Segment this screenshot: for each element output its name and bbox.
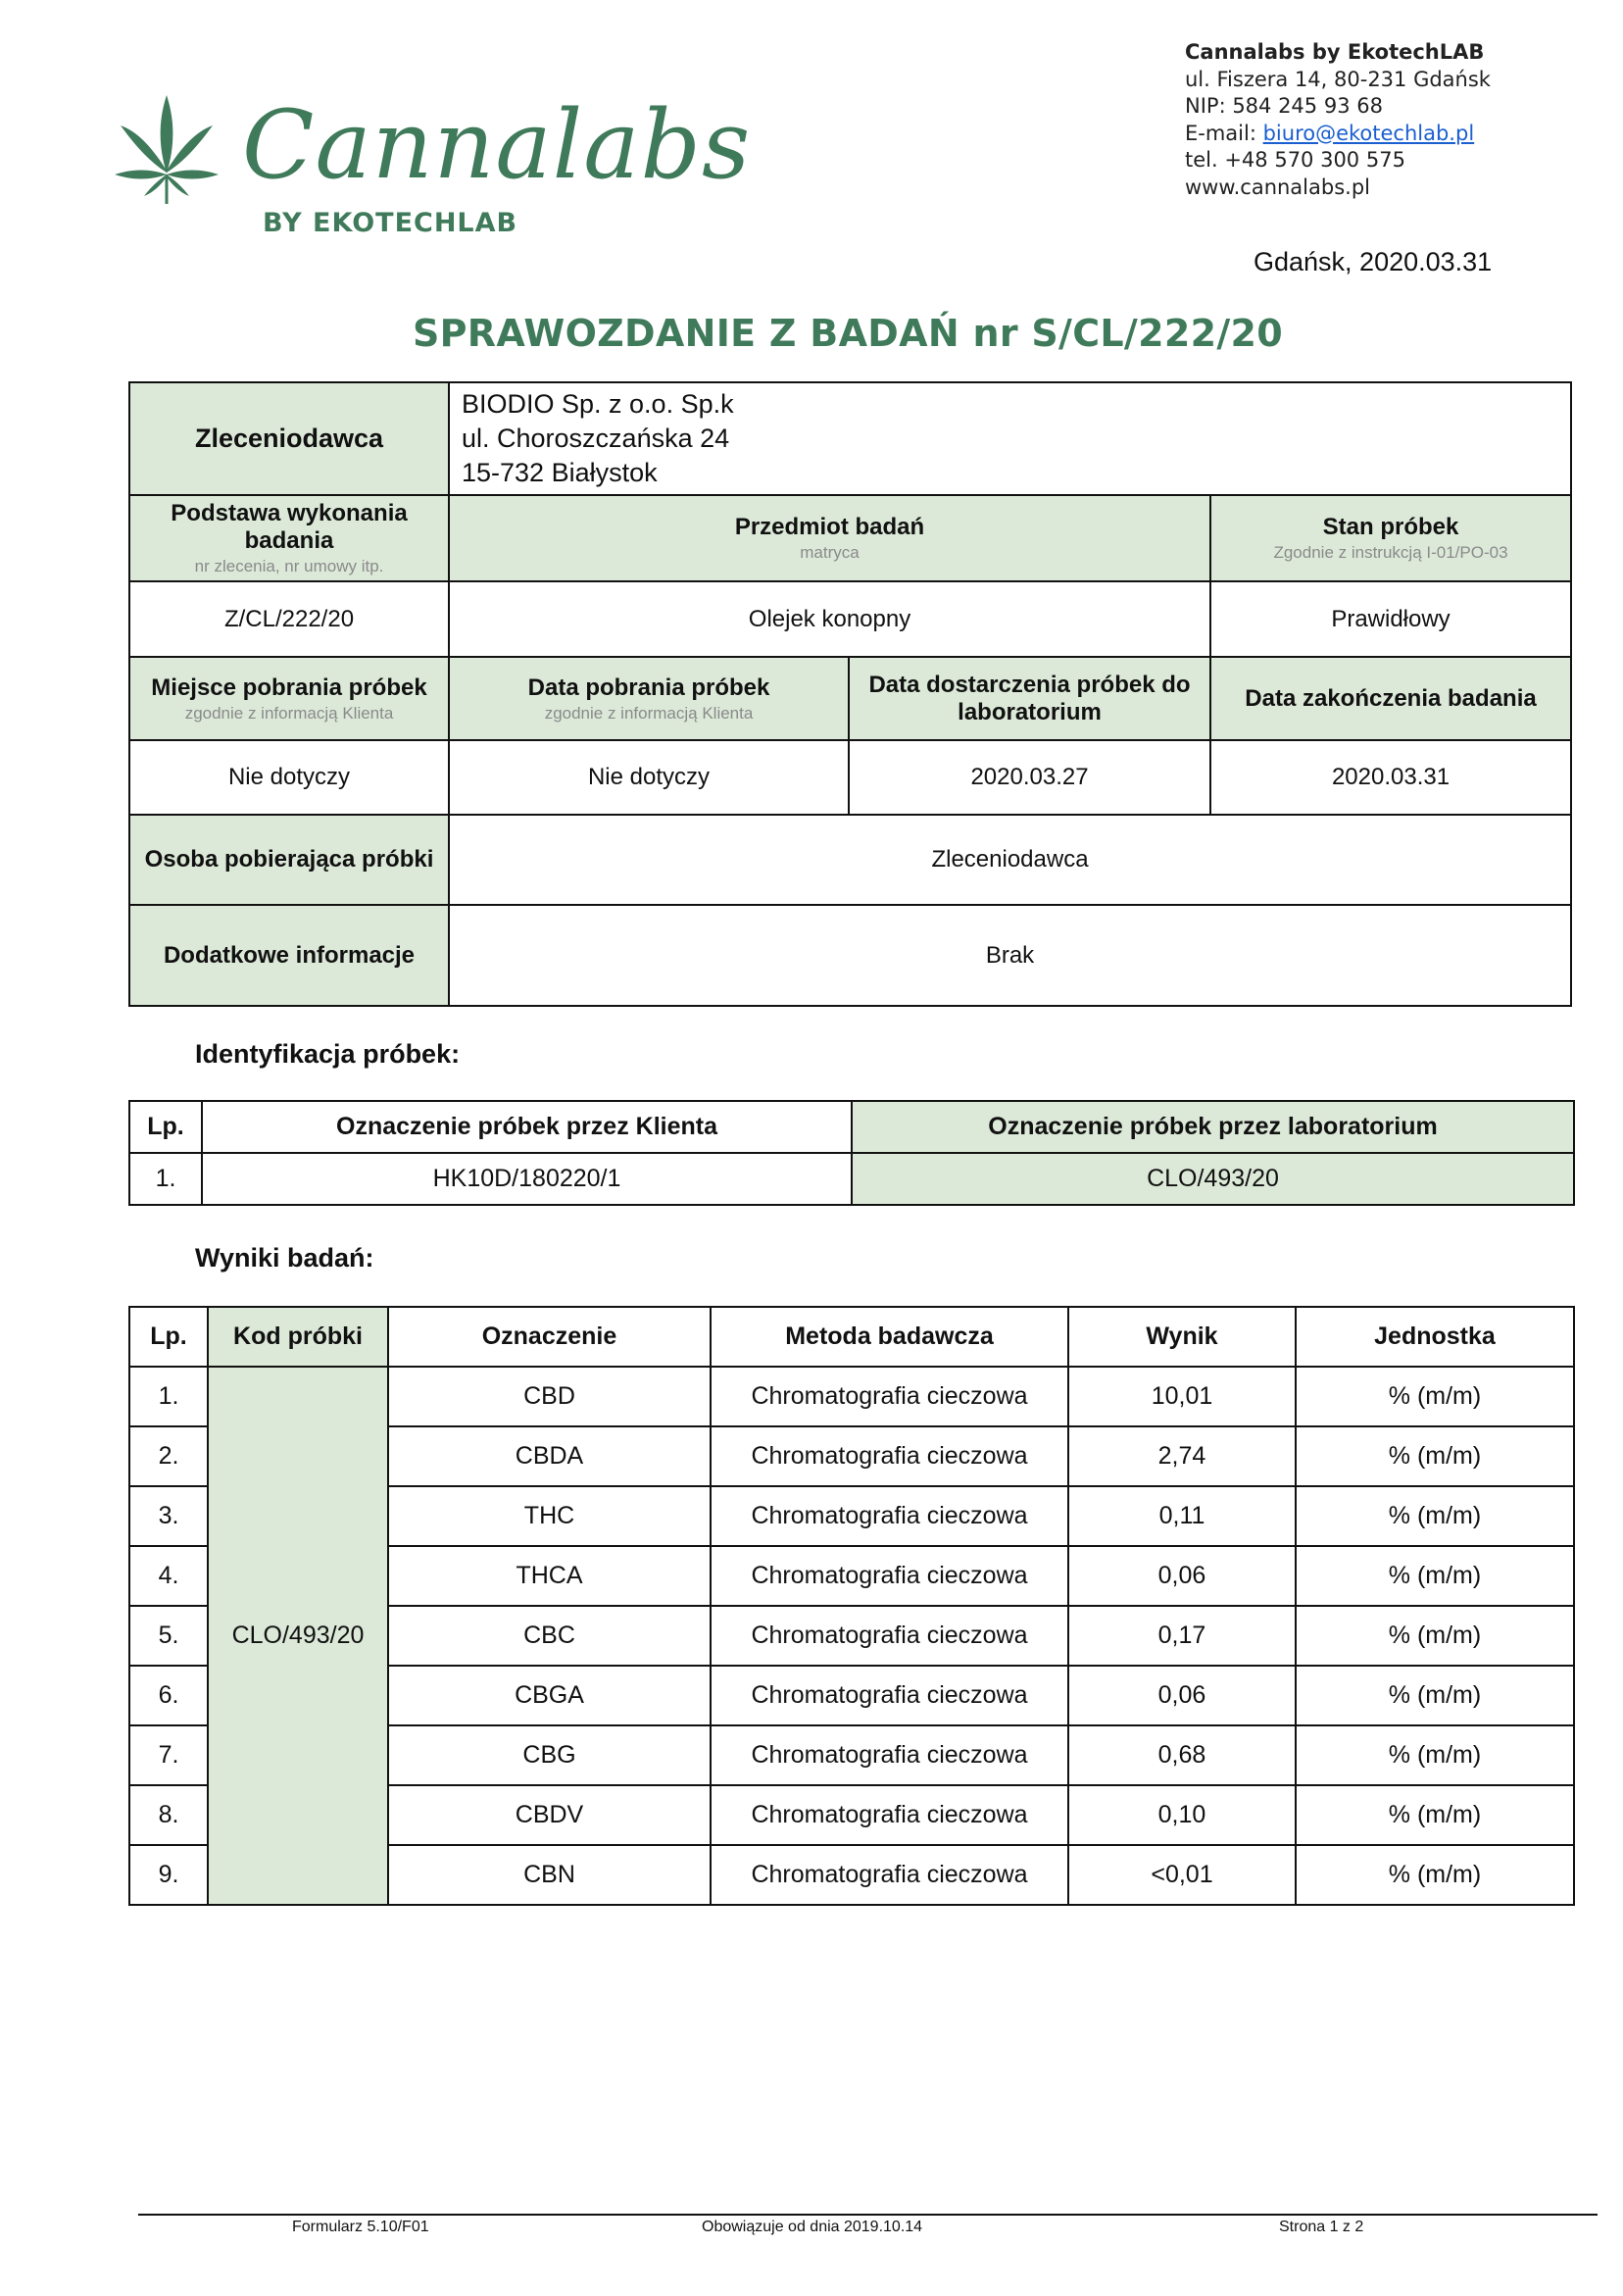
extra-info-value: Brak <box>449 905 1571 1006</box>
cell-result: 0,68 <box>1068 1725 1296 1785</box>
cell-method: Chromatografia cieczowa <box>711 1546 1068 1606</box>
basis-hint: nr zlecenia, nr umowy itp. <box>194 557 384 575</box>
footer-valid-from: Obowiązuje od dnia 2019.10.14 <box>702 2219 923 2235</box>
cell-lp: 5. <box>129 1606 208 1666</box>
client-address <box>449 382 1571 495</box>
subject-hint: matryca <box>800 543 860 562</box>
cell-unit: % (m/m) <box>1296 1666 1574 1725</box>
cell-method: Chromatografia cieczowa <box>711 1785 1068 1845</box>
footer-form: Formularz 5.10/F01 <box>292 2219 429 2235</box>
condition-header <box>1210 495 1571 581</box>
cell-lp: 9. <box>129 1845 208 1905</box>
order-info-table <box>128 381 1572 1007</box>
cell-sample-code: CLO/493/20 <box>208 1367 388 1905</box>
sampling-date-hint: zgodnie z informacją Klienta <box>544 703 754 723</box>
cell-analyte: THCA <box>388 1546 711 1606</box>
client-line: 15-732 Białystok <box>462 458 658 487</box>
cell-unit: % (m/m) <box>1296 1546 1574 1606</box>
cell-analyte: CBDA <box>388 1426 711 1486</box>
cell-result: 0,11 <box>1068 1486 1296 1546</box>
sampling-place-header <box>129 657 449 740</box>
cell-analyte: THC <box>388 1486 711 1546</box>
company-phone: tel. +48 570 300 575 <box>1185 148 1405 172</box>
cannabis-leaf-icon <box>113 90 221 208</box>
cell-method: Chromatografia cieczowa <box>711 1367 1068 1426</box>
company-email-row <box>1185 121 1491 148</box>
condition-value: Prawidłowy <box>1210 581 1571 657</box>
cell-analyte: CBG <box>388 1725 711 1785</box>
sampling-place-hint: zgodnie z informacją Klienta <box>184 703 394 723</box>
company-info <box>1185 39 1491 201</box>
cell-lp: 8. <box>129 1785 208 1845</box>
cell-unit: % (m/m) <box>1296 1426 1574 1486</box>
subject-value: Olejek konopny <box>449 581 1210 657</box>
delivery-date-header: Data dostarczenia próbek do laboratorium <box>849 657 1210 740</box>
client-line: BIODIO Sp. z o.o. Sp.k <box>462 389 734 419</box>
place-date: Gdańsk, 2020.03.31 <box>1254 247 1493 276</box>
sampling-date-value: Nie dotyczy <box>449 740 849 815</box>
delivery-date-value: 2020.03.27 <box>849 740 1210 815</box>
end-date-header: Data zakończenia badania <box>1210 657 1571 740</box>
cell-method: Chromatografia cieczowa <box>711 1486 1068 1546</box>
cell-lp: 7. <box>129 1725 208 1785</box>
table-header-row <box>129 1307 1574 1367</box>
logo-wordmark: Cannalabs <box>242 90 752 200</box>
header-method: Metoda badawcza <box>711 1307 1068 1367</box>
table-row <box>129 1153 1574 1205</box>
extra-info-label: Dodatkowe informacje <box>129 905 449 1006</box>
report-title: SPRAWOZDANIE Z BADAŃ nr S/CL/222/20 <box>412 312 1283 355</box>
basis-value: Z/CL/222/20 <box>129 581 449 657</box>
sampler-label: Osoba pobierająca próbki <box>129 815 449 905</box>
sampler-value: Zleceniodawca <box>449 815 1571 905</box>
sampling-place-value: Nie dotyczy <box>129 740 449 815</box>
header-sample-code: Kod próbki <box>208 1307 388 1367</box>
cell-unit: % (m/m) <box>1296 1785 1574 1845</box>
cell-lp: 6. <box>129 1666 208 1725</box>
identification-title: Identyfikacja próbek: <box>195 1039 461 1069</box>
logo-subtitle: BY EKOTECHLAB <box>263 208 518 238</box>
company-name: Cannalabs by EkotechLAB <box>1185 40 1485 64</box>
cell-method: Chromatografia cieczowa <box>711 1426 1068 1486</box>
cell-analyte: CBGA <box>388 1666 711 1725</box>
cell-unit: % (m/m) <box>1296 1486 1574 1546</box>
cell-result: 0,17 <box>1068 1606 1296 1666</box>
cell-unit: % (m/m) <box>1296 1367 1574 1426</box>
cell-lp: 2. <box>129 1426 208 1486</box>
cell-lab-id: CLO/493/20 <box>852 1153 1574 1205</box>
subject-header <box>449 495 1210 581</box>
header-unit: Jednostka <box>1296 1307 1574 1367</box>
header-lp: Lp. <box>129 1307 208 1367</box>
table-row <box>129 1367 1574 1426</box>
cell-unit: % (m/m) <box>1296 1725 1574 1785</box>
cell-lp: 1. <box>129 1153 202 1205</box>
cell-unit: % (m/m) <box>1296 1606 1574 1666</box>
table-header-row <box>129 1101 1574 1153</box>
condition-label: Stan próbek <box>1322 514 1459 540</box>
sampling-place-label: Miejsce pobrania próbek <box>151 674 427 701</box>
cell-client-id: HK10D/180220/1 <box>202 1153 852 1205</box>
basis-label: Podstawa wykonania badania <box>171 500 408 554</box>
subject-label: Przedmiot badań <box>734 514 925 540</box>
sampling-date-label: Data pobrania próbek <box>527 674 770 701</box>
cell-analyte: CBDV <box>388 1785 711 1845</box>
footer-divider <box>138 2214 1598 2216</box>
cell-analyte: CBD <box>388 1367 711 1426</box>
company-website: www.cannalabs.pl <box>1185 175 1370 199</box>
header-result: Wynik <box>1068 1307 1296 1367</box>
cell-result: 0,10 <box>1068 1785 1296 1845</box>
cell-result: 0,06 <box>1068 1546 1296 1606</box>
identification-table <box>128 1100 1575 1206</box>
company-address: ul. Fiszera 14, 80-231 Gdańsk <box>1185 67 1491 91</box>
header-client-id: Oznaczenie próbek przez Klienta <box>202 1101 852 1153</box>
cell-lp: 4. <box>129 1546 208 1606</box>
sampling-date-header <box>449 657 849 740</box>
footer-page: Strona 1 z 2 <box>1279 2219 1364 2235</box>
cell-lp: 1. <box>129 1367 208 1426</box>
cell-method: Chromatografia cieczowa <box>711 1606 1068 1666</box>
header-lab-id: Oznaczenie próbek przez laboratorium <box>852 1101 1574 1153</box>
cell-unit: % (m/m) <box>1296 1845 1574 1905</box>
cell-result: 10,01 <box>1068 1367 1296 1426</box>
header-analyte: Oznaczenie <box>388 1307 711 1367</box>
company-logo <box>113 90 752 247</box>
cell-result: <0,01 <box>1068 1845 1296 1905</box>
client-line: ul. Choroszczańska 24 <box>462 424 730 453</box>
cell-result: 2,74 <box>1068 1426 1296 1486</box>
cell-lp: 3. <box>129 1486 208 1546</box>
cell-method: Chromatografia cieczowa <box>711 1666 1068 1725</box>
email-link[interactable]: biuro@ekotechlab.pl <box>1262 121 1475 145</box>
condition-hint: Zgodnie z instrukcją I-01/PO-03 <box>1273 543 1508 562</box>
cell-result: 0,06 <box>1068 1666 1296 1725</box>
cell-method: Chromatografia cieczowa <box>711 1725 1068 1785</box>
results-title: Wyniki badań: <box>195 1243 374 1273</box>
email-label: E-mail: <box>1185 121 1263 145</box>
basis-header <box>129 495 449 581</box>
cell-analyte: CBC <box>388 1606 711 1666</box>
results-table <box>128 1306 1575 1906</box>
end-date-value: 2020.03.31 <box>1210 740 1571 815</box>
cell-method: Chromatografia cieczowa <box>711 1845 1068 1905</box>
header-lp: Lp. <box>129 1101 202 1153</box>
company-nip: NIP: 584 245 93 68 <box>1185 94 1383 118</box>
client-label: Zleceniodawca <box>129 382 449 495</box>
cell-analyte: CBN <box>388 1845 711 1905</box>
